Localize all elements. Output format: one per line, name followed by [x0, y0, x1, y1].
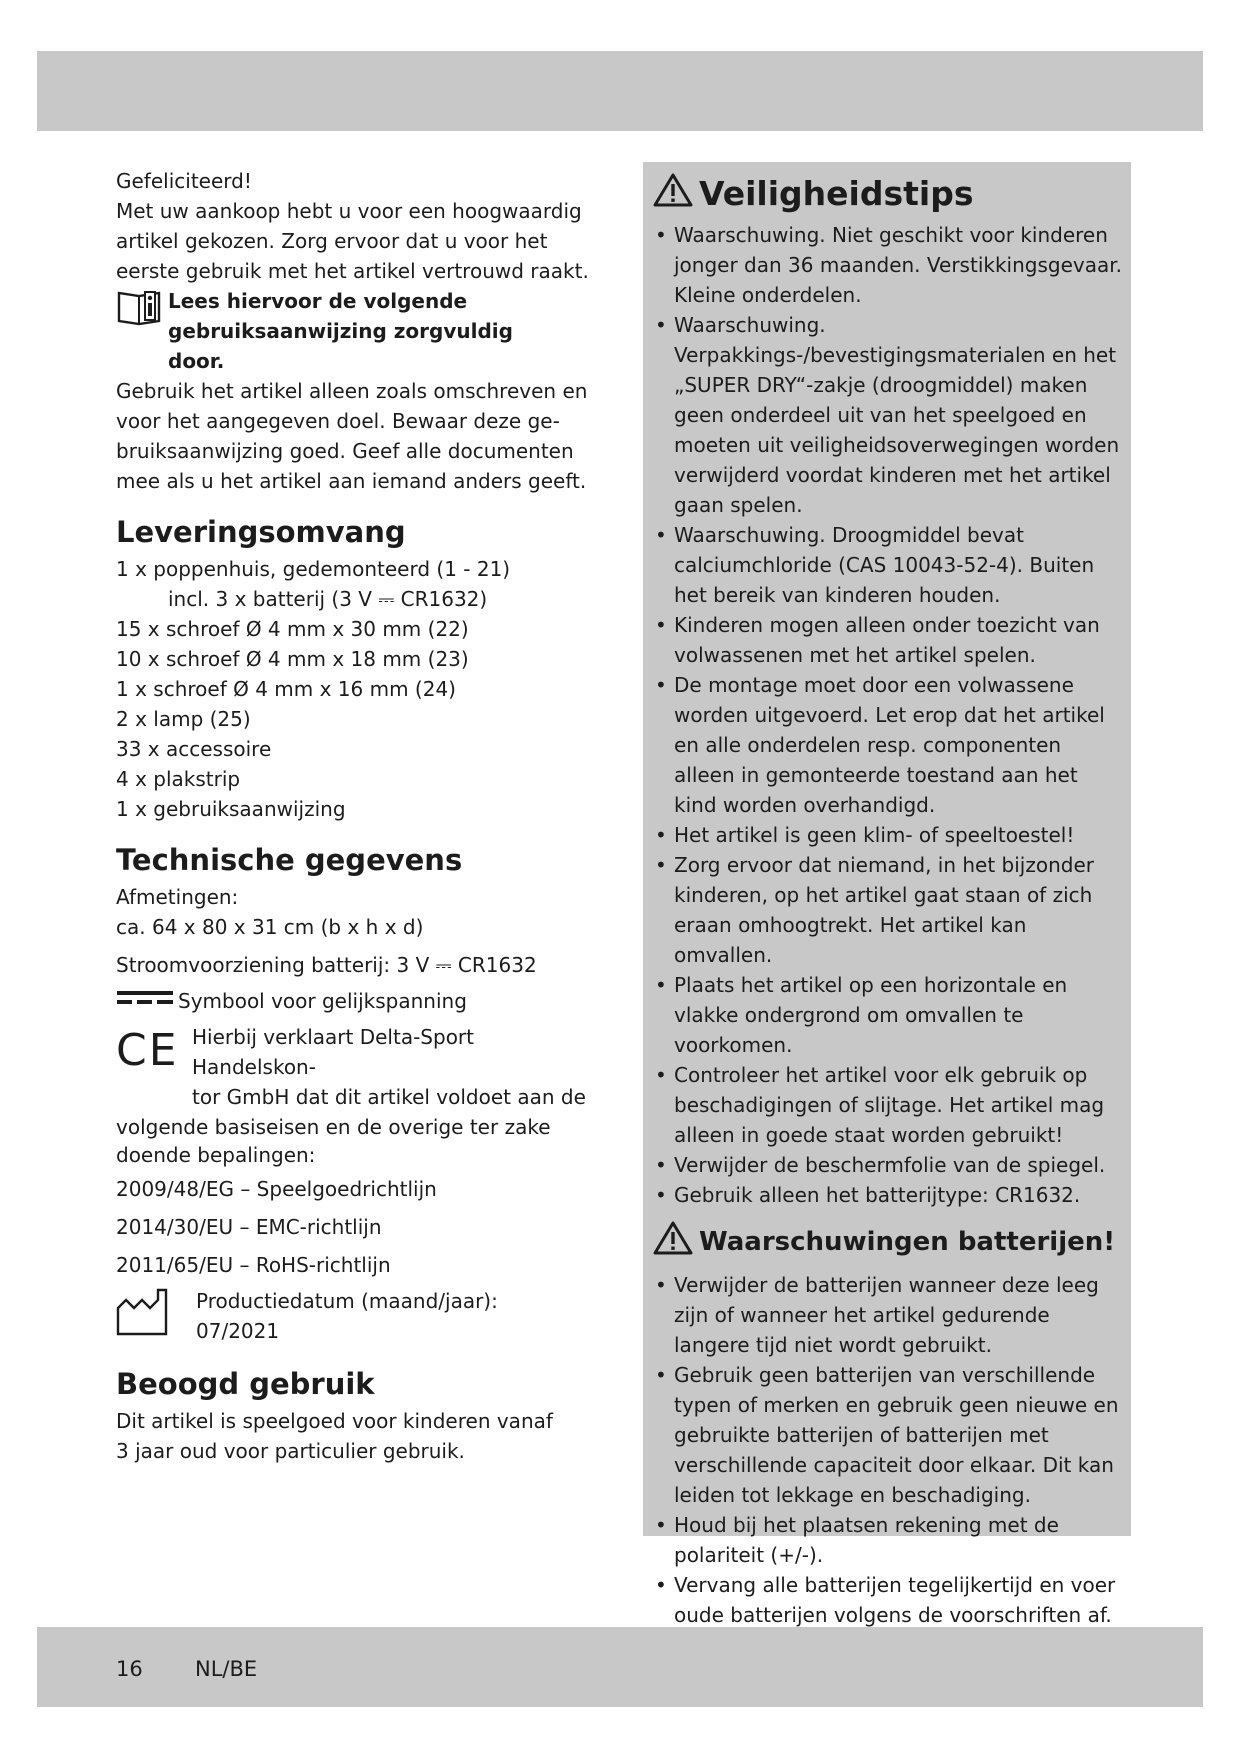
- manual-note-line: door.: [168, 349, 225, 373]
- supply-item: 1 x poppenhuis, gedemonteerd (1 - 21): [116, 557, 511, 581]
- supply-item: 10 x schroef Ø 4 mm x 18 mm (23): [116, 647, 469, 671]
- ce-line: volgende basiseisen en de overige ter zake: [116, 1115, 551, 1139]
- use-line: mee als u het artikel aan iemand anders geeft.: [116, 469, 587, 493]
- safety-item: • Verwijder de beschermfolie van de spiegel.: [653, 1150, 1123, 1180]
- production-label: Productiedatum (maand/jaar):: [196, 1289, 498, 1313]
- supply-item: 33 x accessoire: [116, 737, 272, 761]
- manual-note: [116, 286, 596, 376]
- factory-icon: [116, 1286, 196, 1344]
- safety-panel: [643, 162, 1131, 1627]
- battery-item: • Verwijder de batterijen wanneer deze leeg zijn of wanneer het artikel gedurende langere tijd niet wordt gebruikt.: [653, 1270, 1123, 1360]
- safety-item: • Waarschuwing. Niet geschikt voor kinderen jonger dan 36 maanden. Verstikkingsgevaar. Kleine onderdelen.: [653, 220, 1123, 310]
- safety-heading: [653, 172, 1123, 216]
- ce-line: Hierbij verklaart Delta-Sport Handelskon-: [192, 1025, 474, 1079]
- battery-heading: [653, 1220, 1123, 1264]
- ce-line: doende bepalingen:: [116, 1143, 316, 1167]
- warning-triangle-icon: [653, 1220, 693, 1264]
- production-date: [116, 1286, 596, 1346]
- warning-triangle-icon: [653, 172, 693, 216]
- dc-symbol-icon: [116, 986, 178, 1016]
- directive: 2014/30/EU – EMC-richtlijn: [116, 1215, 382, 1239]
- dc-symbol-row: [116, 986, 596, 1016]
- dc-symbol-text: Symbool voor gelijkspanning: [178, 989, 467, 1013]
- intro-line: eerste gebruik met het artikel vertrouwd raakt.: [116, 259, 589, 283]
- battery-item: • Houd bij het plaatsen rekening met de polariteit (+/-).: [653, 1510, 1123, 1570]
- supply-item: 15 x schroef Ø 4 mm x 30 mm (22): [116, 617, 469, 641]
- supply-item: 4 x plakstrip: [116, 767, 241, 791]
- supply-item: 1 x gebruiksaanwijzing: [116, 797, 346, 821]
- supply-heading: Leveringsomvang: [116, 515, 406, 549]
- safety-item: • Waarschuwing. Droogmiddel bevat calciumchloride (CAS 10043-52-4). Buiten het bereik van kinderen houden.: [653, 520, 1123, 610]
- intended-line: Dit artikel is speelgoed voor kinderen vanaf: [116, 1409, 553, 1433]
- intended-line: 3 jaar oud voor particulier gebruik.: [116, 1439, 465, 1463]
- intro-line: Gefeliciteerd!: [116, 169, 252, 193]
- use-line: voor het aangegeven doel. Bewaar deze ge-: [116, 409, 560, 433]
- safety-item: • Waarschuwing. Verpakkings-/bevestigingsmaterialen en het „SUPER DRY“-zakje (droogmiddel) maken geen onderdeel uit van het speelgoed en moeten uit veiligheidsoverwegingen worden verwijderd voordat kinderen met het artikel gaan spelen.: [653, 310, 1123, 520]
- safety-heading-text: Veiligheidstips: [699, 174, 974, 213]
- intended-heading: Beoogd gebruik: [116, 1367, 375, 1401]
- supply-item: 1 x schroef Ø 4 mm x 16 mm (24): [116, 677, 456, 701]
- directive: 2009/48/EG – Speelgoedrichtlijn: [116, 1177, 437, 1201]
- manual-note-line: gebruiksaanwijzing zorgvuldig: [168, 319, 513, 343]
- tech-heading: Technische gegevens: [116, 843, 463, 877]
- battery-item: • Vervang alle batterijen tegelijkertijd en voer oude batterijen volgens de voorschriften af.: [653, 1570, 1123, 1630]
- battery-heading-text: Waarschuwingen batterijen!: [699, 1227, 1116, 1257]
- intro-line: Met uw aankoop hebt u voor een hoogwaardig: [116, 199, 582, 223]
- footer-bar: [37, 1627, 1203, 1707]
- use-line: bruiksaanwijzing goed. Geef alle documenten: [116, 439, 574, 463]
- power-supply: Stroomvoorziening batterij: 3 V ⎓ CR1632: [116, 953, 537, 977]
- ce-declaration: [116, 1022, 596, 1112]
- safety-item: • Plaats het artikel op een horizontale en vlakke ondergrond om omvallen te voorkomen.: [653, 970, 1123, 1060]
- production-value: 07/2021: [196, 1319, 280, 1343]
- manual-note-line: Lees hiervoor de volgende: [168, 289, 468, 313]
- dimensions-label: Afmetingen:: [116, 885, 239, 909]
- supply-item: incl. 3 x batterij (3 V ⎓ CR1632): [168, 587, 488, 611]
- safety-item: • Zorg ervoor dat niemand, in het bijzonder kinderen, op het artikel gaat staan of zich eraan omhoogtrekt. Het artikel kan omvallen.: [653, 850, 1123, 970]
- ce-line: tor GmbH dat dit artikel voldoet aan de: [192, 1085, 586, 1109]
- battery-list: [653, 1270, 1123, 1630]
- language-code: NL/BE: [195, 1657, 258, 1681]
- safety-item: • Gebruik alleen het batterijtype: CR1632.: [653, 1180, 1123, 1210]
- directive: 2011/65/EU – RoHS-richtlijn: [116, 1253, 391, 1277]
- safety-item: • Kinderen mogen alleen onder toezicht van volwassenen met het artikel spelen.: [653, 610, 1123, 670]
- safety-list: [653, 220, 1123, 1210]
- header-bar: [37, 51, 1203, 131]
- supply-item: 2 x lamp (25): [116, 707, 251, 731]
- left-column: [116, 166, 596, 1466]
- intro-line: artikel gekozen. Zorg ervoor dat u voor het: [116, 229, 548, 253]
- dimensions-value: ca. 64 x 80 x 31 cm (b x h x d): [116, 915, 424, 939]
- safety-item: • Het artikel is geen klim- of speeltoestel!: [653, 820, 1123, 850]
- safety-item: • De montage moet door een volwassene worden uitgevoerd. Let erop dat het artikel en alle onderdelen resp. componenten alleen in gemonteerde toestand aan het kind worden overhandigd.: [653, 670, 1123, 820]
- safety-item: • Controleer het artikel voor elk gebruik op beschadigingen of slijtage. Het artikel mag alleen in goede staat worden gebruikt!: [653, 1060, 1123, 1150]
- page-number: 16: [116, 1657, 143, 1681]
- manual-info-icon: [116, 286, 168, 334]
- use-line: Gebruik het artikel alleen zoals omschreven en: [116, 379, 588, 403]
- supply-list: [116, 554, 596, 824]
- ce-mark-icon: CE: [116, 1025, 179, 1076]
- battery-item: • Gebruik geen batterijen van verschillende typen of merken en gebruik geen nieuwe en gebruikte batterijen of batterijen met verschillende capaciteit door elkaar. Dit kan leiden tot lekkage en beschadiging.: [653, 1360, 1123, 1510]
